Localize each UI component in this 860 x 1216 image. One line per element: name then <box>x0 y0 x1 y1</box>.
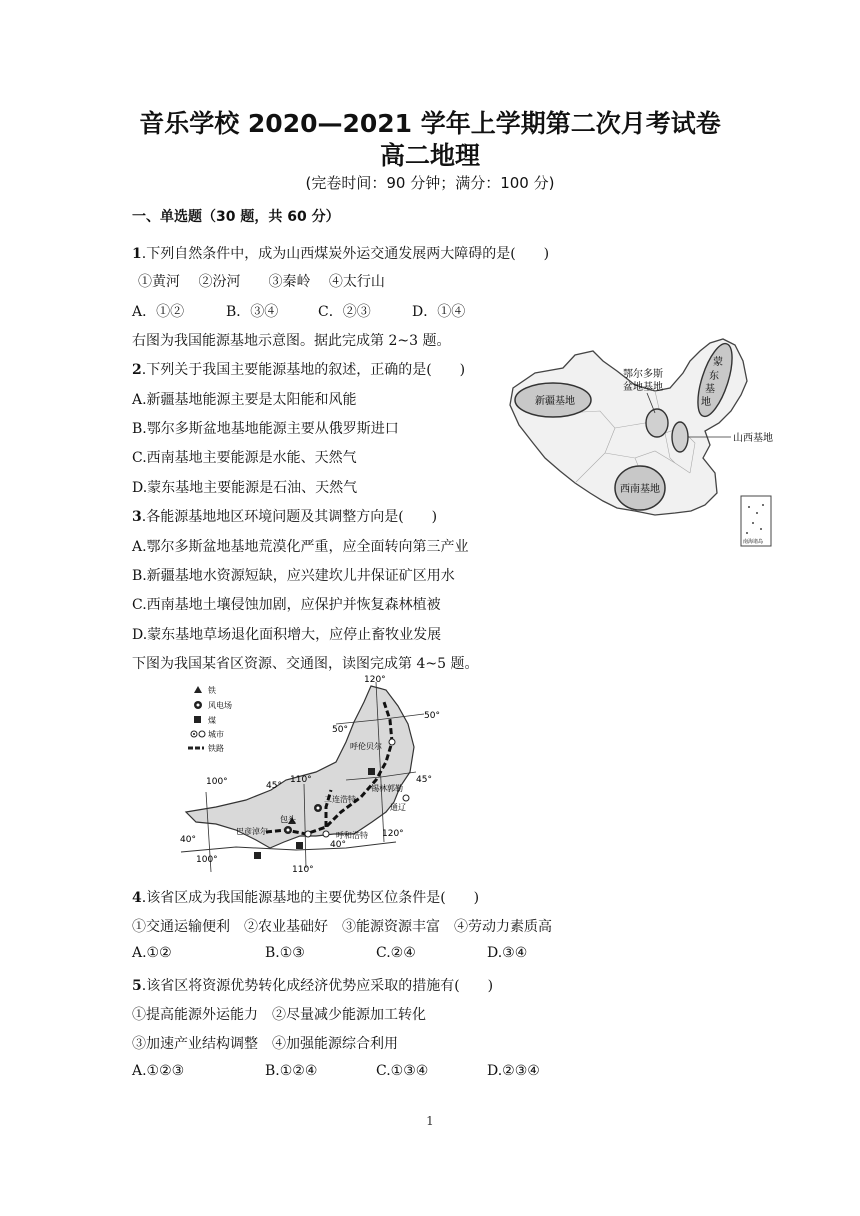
question-5-option-c: C.①③④ <box>376 1063 429 1079</box>
question-text: .下列关于我国主要能源基地的叙述，正确的是( ) <box>141 362 466 378</box>
city-xilingol: 锡林郭勒 <box>371 784 403 793</box>
legend-iron: 铁 <box>208 686 216 695</box>
question-2-option-c: C.西南基地主要能源是水能、天然气 <box>132 450 357 466</box>
question-1-items: ①黄河 ②汾河 ③秦岭 ④太行山 <box>138 274 385 290</box>
ordos-base-label-2: 盆地基地 <box>623 382 663 393</box>
question-1-option-a: A．①② <box>132 304 185 320</box>
coal-marker <box>254 852 261 859</box>
city-marker <box>323 831 329 837</box>
question-5-option-d: D.②③④ <box>487 1063 540 1079</box>
city-marker <box>305 831 311 837</box>
question-4-items: ①交通运输便利 ②农业基础好 ③能源资源丰富 ④劳动力素质高 <box>132 919 552 935</box>
question-2-option-b: B.鄂尔多斯盆地基地能源主要从俄罗斯进口 <box>132 421 399 437</box>
question-text: .该省区将资源优势转化成经济优势应采取的措施有( ) <box>141 978 494 994</box>
coord-label: 100° <box>206 777 228 787</box>
question-text: .下列自然条件中，成为山西煤炭外运交通发展两大障碍的是( ) <box>141 246 550 262</box>
question-5-option-a: A.①②③ <box>132 1063 185 1079</box>
mengdong-label-1: 蒙 <box>713 357 723 368</box>
coord-label: 50° <box>424 711 440 721</box>
city-hulunbuir: 呼伦贝尔 <box>350 742 382 751</box>
coord-label: 110° <box>290 775 312 785</box>
city-tongliao: 通辽 <box>390 803 406 812</box>
question-4-stem <box>132 887 479 907</box>
mengdong-label-4: 地 <box>701 397 711 408</box>
china-energy-base-map <box>505 333 780 551</box>
coord-label: 45° <box>266 781 282 791</box>
exam-info: (完卷时间：90 分钟；满分：100 分) <box>305 174 555 192</box>
ordos-base-area <box>646 409 668 437</box>
shanxi-base-label: 山西基地 <box>733 433 773 444</box>
exam-title: 音乐学校 2020—2021 学年上学期第二次月考试卷 <box>139 109 721 138</box>
legend-city: 城市 <box>208 730 224 739</box>
question-2-option-d: D.蒙东基地主要能源是石油、天然气 <box>132 480 358 496</box>
question-1-option-b: B．③④ <box>226 304 279 320</box>
xinjiang-base-label: 新疆基地 <box>535 396 575 407</box>
coal-marker <box>296 842 303 849</box>
city-hohhot: 呼和浩特 <box>336 831 368 840</box>
question-5-stem <box>132 975 493 995</box>
question-number: 1 <box>132 246 142 262</box>
legend-wind-farm: 风电场 <box>208 701 232 710</box>
coord-label: 120° <box>382 829 404 839</box>
map-legend <box>188 685 232 753</box>
question-text: .该省区成为我国能源基地的主要优势区位条件是( ) <box>141 890 480 906</box>
intro-q4-5: 下图为我国某省区资源、交通图，读图完成第 4~5 题。 <box>132 656 479 672</box>
city-baotou: 包头 <box>280 815 296 824</box>
city-erenhot: 二连浩特 <box>324 795 356 804</box>
coord-label: 50° <box>332 725 348 735</box>
legend-coal: 煤 <box>208 716 216 725</box>
question-4-option-c: C.②④ <box>376 945 416 961</box>
question-text: .各能源基地地区环境问题及其调整方向是( ) <box>141 509 438 525</box>
city-marker <box>403 795 409 801</box>
iron-legend-icon <box>194 686 202 693</box>
question-4-option-b: B.①③ <box>265 945 305 961</box>
xinan-base-label: 西南基地 <box>620 484 660 495</box>
question-number: 4 <box>132 890 142 906</box>
coal-legend-icon <box>194 716 201 723</box>
legend-railway: 铁路 <box>208 744 224 753</box>
inset-label: 南海诸岛 <box>743 539 764 545</box>
coord-label: 110° <box>292 865 314 875</box>
question-3-option-d: D.蒙东基地草场退化面积增大，应停止畜牧业发展 <box>132 627 442 643</box>
question-number: 2 <box>132 362 142 378</box>
mengdong-label-3: 基 <box>705 384 715 395</box>
ordos-base-label-1: 鄂尔多斯 <box>623 369 663 380</box>
question-2-stem <box>132 359 465 379</box>
coord-label: 40° <box>180 835 196 845</box>
lat-40-line <box>181 842 396 852</box>
question-3-stem <box>132 506 437 526</box>
city-bayannur: 巴彦淖尔 <box>236 827 268 836</box>
question-5-items-line1: ①提高能源外运能力 ②尽量减少能源加工转化 <box>132 1007 426 1023</box>
question-1-option-d: D．①④ <box>412 304 466 320</box>
coord-label: 45° <box>416 775 432 785</box>
question-5-option-b: B.①②④ <box>265 1063 318 1079</box>
shanxi-base-area <box>672 422 688 452</box>
question-3-option-c: C.西南基地土壤侵蚀加剧，应保护并恢复森林植被 <box>132 597 441 613</box>
question-1-option-c: C．②③ <box>318 304 371 320</box>
question-4-option-d: D.③④ <box>487 945 528 961</box>
coord-label: 40° <box>330 840 346 850</box>
province-resource-transport-map <box>176 672 466 878</box>
question-number: 3 <box>132 509 142 525</box>
question-1-stem <box>132 243 549 263</box>
coord-label: 100° <box>196 855 218 865</box>
city-marker <box>389 739 395 745</box>
province-region <box>186 686 414 848</box>
question-4-option-a: A.①② <box>132 945 172 961</box>
coal-marker <box>368 768 375 775</box>
question-5-items-line2: ③加速产业结构调整 ④加强能源综合利用 <box>132 1036 398 1052</box>
question-3-option-a: A.鄂尔多斯盆地基地荒漠化严重，应全面转向第三产业 <box>132 539 469 555</box>
question-2-option-a: A.新疆基地能源主要是太阳能和风能 <box>132 392 357 408</box>
page-number: 1 <box>426 1114 434 1128</box>
subject-title: 高二地理 <box>379 141 480 170</box>
intro-q2-3: 右图为我国能源基地示意图。据此完成第 2~3 题。 <box>132 333 451 349</box>
mengdong-label-2: 东 <box>709 371 719 382</box>
question-number: 5 <box>132 978 142 994</box>
question-3-option-b: B.新疆基地水资源短缺，应兴建坎儿井保证矿区用水 <box>132 568 455 584</box>
coord-label: 120° <box>364 675 386 685</box>
section-heading: 一、单选题（30 题，共 60 分） <box>132 209 340 225</box>
